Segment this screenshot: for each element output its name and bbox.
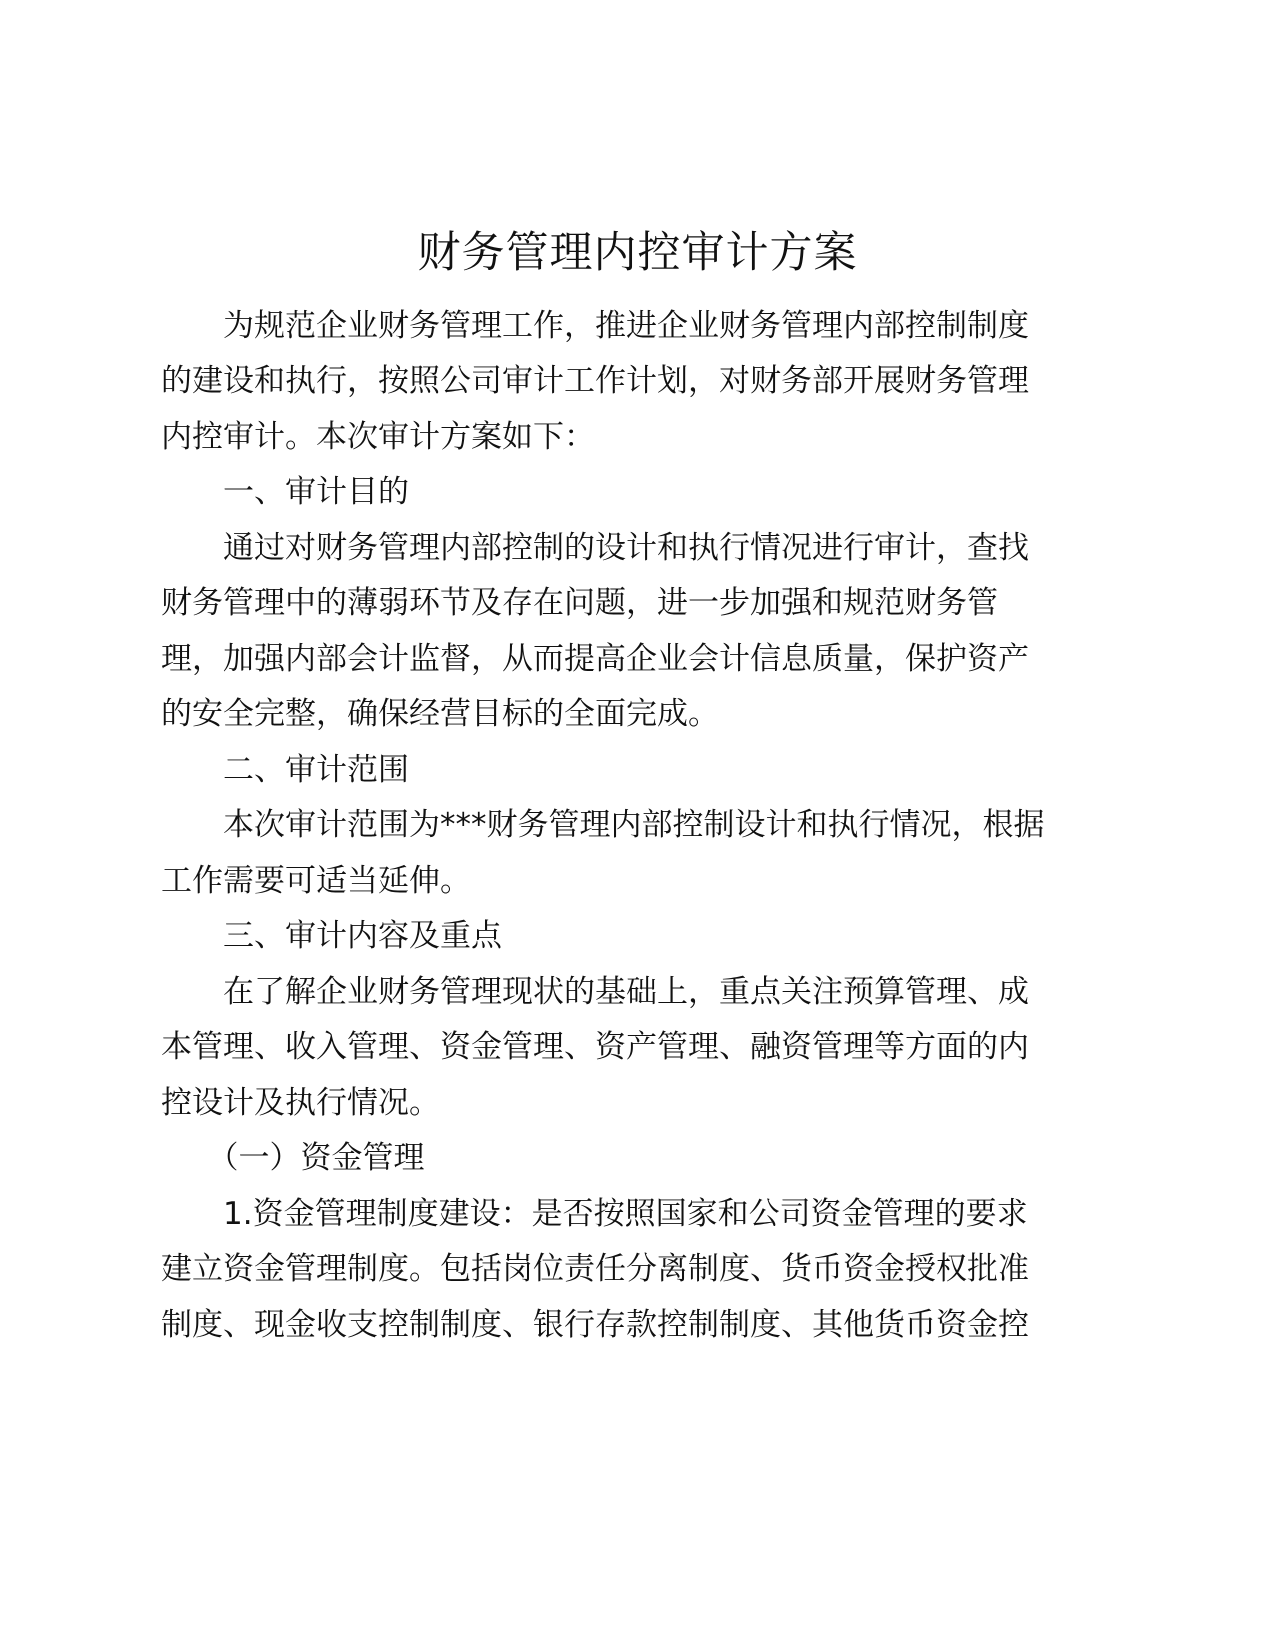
- body-line: 内控审计。本次审计方案如下：: [161, 419, 595, 455]
- section-heading: 三、审计内容及重点: [161, 918, 502, 954]
- body-line: 本次审计范围为***财务管理内部控制设计和执行情况，根据: [161, 807, 1045, 843]
- section-heading: 二、审计范围: [161, 752, 409, 788]
- body-line: 控设计及执行情况。: [161, 1085, 440, 1121]
- body-line: 制度、现金收支控制制度、银行存款控制制度、其他货币资金控: [161, 1307, 1029, 1343]
- subsection-heading: （一）资金管理: [161, 1140, 425, 1176]
- section-heading: 一、审计目的: [161, 474, 409, 510]
- body-line: 的安全完整，确保经营目标的全面完成。: [161, 696, 719, 732]
- body-line: 在了解企业财务管理现状的基础上，重点关注预算管理、成: [161, 974, 1029, 1010]
- body-line: 通过对财务管理内部控制的设计和执行情况进行审计，查找: [161, 530, 1029, 566]
- body-line: 财务管理中的薄弱环节及存在问题，进一步加强和规范财务管: [161, 585, 998, 621]
- body-line: 理，加强内部会计监督，从而提高企业会计信息质量，保护资产: [161, 641, 1029, 677]
- body-line: 1.资金管理制度建设：是否按照国家和公司资金管理的要求: [161, 1196, 1028, 1232]
- body-line: 建立资金管理制度。包括岗位责任分离制度、货币资金授权批准: [161, 1251, 1029, 1287]
- body-line: 的建设和执行，按照公司审计工作计划，对财务部开展财务管理: [161, 363, 1029, 399]
- body-line: 工作需要可适当延伸。: [161, 863, 471, 899]
- document-title: 财务管理内控审计方案: [417, 228, 858, 278]
- body-line: 本管理、收入管理、资金管理、资产管理、融资管理等方面的内: [161, 1029, 1029, 1065]
- body-line: 为规范企业财务管理工作，推进企业财务管理内部控制制度: [161, 308, 1029, 344]
